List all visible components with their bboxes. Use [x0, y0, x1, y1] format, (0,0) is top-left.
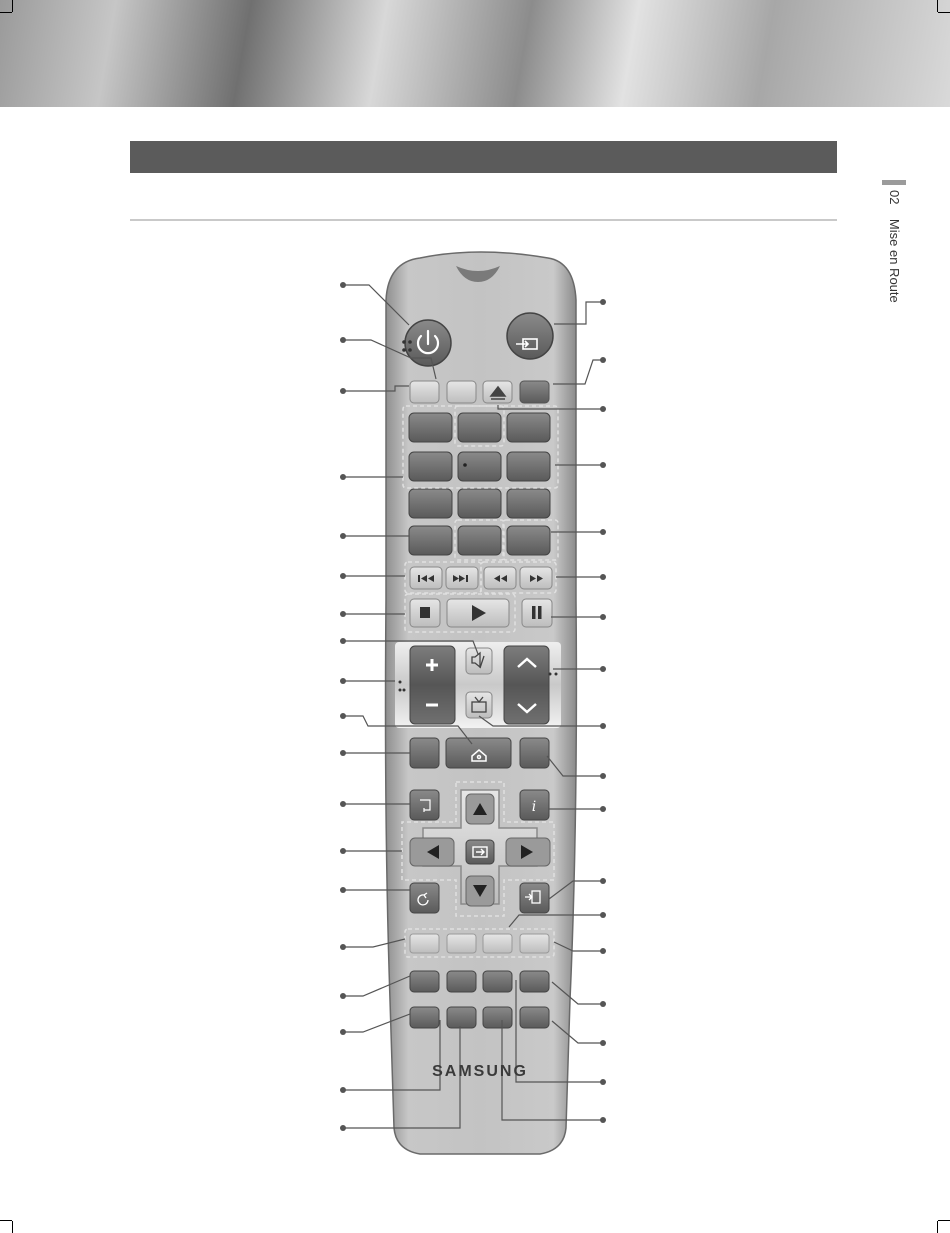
dark-button-top [520, 381, 549, 403]
info-icon: i [531, 799, 537, 815]
input-button [507, 313, 553, 359]
volume-rocker [410, 646, 455, 724]
stop-icon [420, 607, 430, 618]
light-button-1 [410, 381, 439, 403]
samsung-logo: SAMSUNG [432, 1063, 528, 1080]
return-button [410, 883, 439, 913]
tv-source-button [466, 692, 492, 718]
mute-button [466, 648, 492, 674]
exit-button [520, 883, 549, 913]
light-button-2 [447, 381, 476, 403]
tools-button [410, 790, 439, 820]
chapter-number: 02 [887, 190, 902, 205]
home-button [446, 738, 511, 768]
power-button [405, 320, 451, 366]
dark-button-left [410, 738, 439, 768]
chapter-title: Mise en Route [887, 218, 902, 303]
dark-button-right [520, 738, 549, 768]
